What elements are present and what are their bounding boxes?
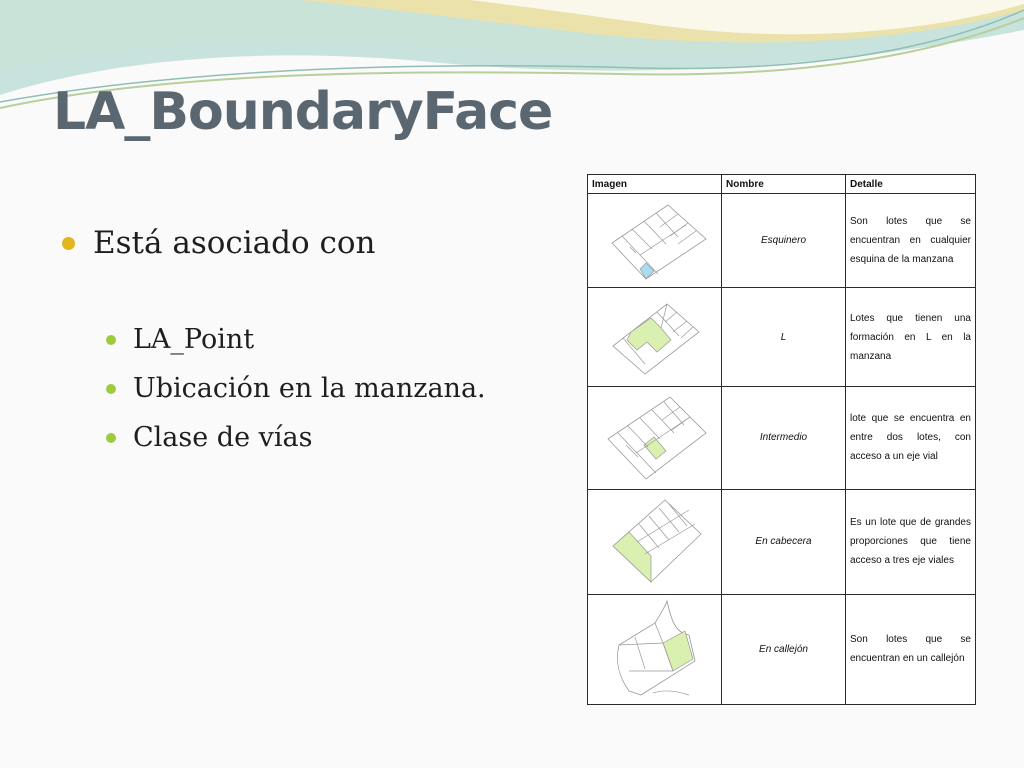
bullet-main (62, 225, 562, 261)
table-row (588, 288, 976, 387)
sub-bullet-text: Clase de vías (133, 422, 313, 453)
lot-map-en-callejon-icon (605, 599, 705, 699)
header-nombre: Nombre (722, 175, 846, 194)
lot-detail: Son lotes que se encuentran en cualquier esquina de la manzana (846, 194, 976, 288)
lot-name: L (722, 288, 846, 387)
bullet-dot-icon (106, 384, 116, 394)
lot-detail: Son lotes que se encuentran en un callejón (846, 594, 976, 704)
sub-bullet-text: LA_Point (133, 324, 255, 355)
lot-name: Esquinero (722, 194, 846, 288)
table-row (588, 387, 976, 489)
lot-name: En callejón (722, 594, 846, 704)
bullet-list (62, 225, 562, 462)
lot-map-intermedio-icon (600, 393, 710, 483)
lot-diagram-esquinero (588, 194, 722, 288)
lot-diagram-en-callejon (588, 594, 722, 704)
table-row (588, 594, 976, 704)
table-header-row (588, 175, 976, 194)
lot-types-table (587, 174, 976, 705)
sub-bullet-item (106, 315, 562, 364)
lot-detail: lote que se encuentra en entre dos lotes, con acceso a un eje vial (846, 387, 976, 489)
header-detalle: Detalle (846, 175, 976, 194)
header-imagen: Imagen (588, 175, 722, 194)
lot-name: Intermedio (722, 387, 846, 489)
lot-detail: Lotes que tienen una formación en L en la manzana (846, 288, 976, 387)
sub-bullet-item (106, 364, 562, 413)
lot-map-esquinero-icon (600, 199, 710, 283)
lot-detail: Es un lote que de grandes proporciones que tiene acceso a tres eje viales (846, 489, 976, 594)
lot-diagram-intermedio (588, 387, 722, 489)
bullet-dot-icon (106, 433, 116, 443)
lot-map-l-icon (605, 294, 705, 380)
lot-diagram-l (588, 288, 722, 387)
sub-bullet-text: Ubicación en la manzana. (133, 373, 486, 404)
lot-map-en-cabecera-icon (605, 496, 705, 588)
slide-title: LA_BoundaryFace (53, 82, 553, 142)
bullet-main-text: Está asociado con (93, 225, 376, 261)
bullet-dot-icon (62, 237, 75, 250)
table-row (588, 194, 976, 288)
bullet-dot-icon (106, 335, 116, 345)
lot-diagram-en-cabecera (588, 489, 722, 594)
table-row (588, 489, 976, 594)
sub-bullet-item (106, 413, 562, 462)
lot-name: En cabecera (722, 489, 846, 594)
sub-bullet-list (62, 315, 562, 462)
